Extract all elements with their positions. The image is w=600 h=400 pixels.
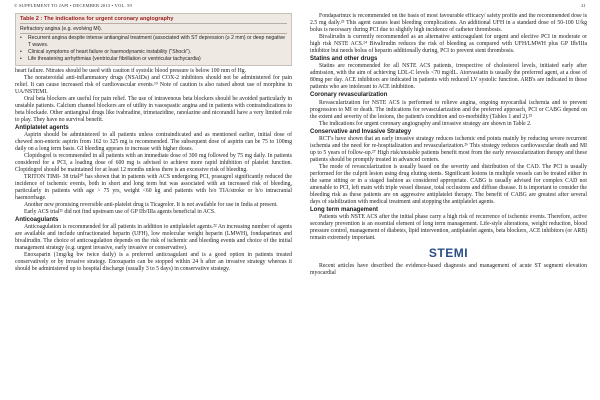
table-item [20, 49, 287, 55]
journal-citation: © SUPPLEMENT TO JAPI • DECEMBER 2013 • VOL. 59 [14, 3, 132, 8]
section-heading-antiplatelet: Antiplatelet agents [15, 124, 69, 131]
table-item-text: Life threatening arrhythmias (ventricular fibrillation or ventricular tachycardia) [28, 55, 201, 62]
page-number: 21 [581, 3, 586, 8]
body-paragraph: TRITON TIMI- 38 trial²⁰ has shown that in patients with ACS undergoing PCI, prasugrel significantly reduced the incidence of ischemic events, both in short and long term but was associated with an increased risk of bleeding, particularly in patients with age > 75 yrs, weight <60 kg and patients with h/o TIA/stroke or h/o intracranial haemorrhage. [15, 173, 292, 201]
running-header [14, 3, 586, 12]
body-paragraph: Fondaparinux is recommended on the basis of most favourable efficacy/ safety profile and the recommended dose is 2.5 mg daily.²³ This agent causes least bleeding complications. An additional UFH in a standard dose of 50-100 U/kg bolus is necessary during PCI due to slightly high incidence of catheter thrombosis. [310, 13, 587, 33]
body-paragraph: Another new promising reversible anti-platelet drug is Ticagrelor. It is not available for use in India at present. [24, 201, 278, 208]
body-paragraph: Revascularization for NSTE ACS is performed to relieve angina, ongoing myocardial ischemia and to prevent progression to MI or death. The indications for revascularization and the preferred approach, PCI or CABG depend on the extent and severity of the lesions, the patient's condition and co-morbidity (Tables 1 and 2).²⁵ [310, 99, 587, 120]
table-subtitle: Refractory angina (e.g. evolving MI). [20, 26, 287, 34]
bullet-icon: • [20, 48, 22, 55]
section-heading-statins: Statins and other drugs [310, 55, 378, 62]
body-paragraph: Statins are recommended for all NSTE ACS patients, irrespective of cholesterol levels, initiated early after admission, with the aim of achieving LDL-C levels <70 mg/dL. Atorvastatin is usually the preferred agent, at a dose of 80mg per day. ACE inhibitors are indicated in patients with reduced LV systolic function. ARB's are indicated in those patients who are intolerant to ACE inhibition. [310, 63, 587, 91]
table-caption: Table 2 : The indications for urgent coronary angiography [20, 16, 287, 24]
bullet-icon: • [20, 55, 22, 62]
section-heading-revascularization: Coronary revascularization [310, 92, 388, 99]
bullet-icon: • [20, 35, 22, 42]
indications-table [15, 13, 292, 66]
body-paragraph: heart failure. Nitrates should be used with caution if systolic blood pressure is below 100 mm of Hg. [15, 67, 247, 74]
table-item [20, 35, 287, 48]
body-paragraph: Patients with NSTE ACS after the initial phase carry a high risk of recurrence of ischemic events. Therefore, active secondary prevention is an essential element of long term management. Life-style alterations, weight reduction, blood pressure control, management of diabetes, lipid intervention, antiplatelet agents, beta blockers, ACE inhibitors (or ARB) remain extremely important. [310, 214, 587, 242]
table-item-text: Clinical symptoms of heart failure or haemodynamic instability ("Shock"). [28, 48, 192, 55]
body-paragraph: Oral beta blockers are useful for pain relief. The use of intravenous beta blockers should be avoided particularly in unstable patients. Calcium channel blockers are of utility in vasospastic angina and in patients with contraindications to beta blockade. Other antianginal drugs like ivabradine, trimetazidine, ranolazine and nicorandil have a very limited role to play. They have no survival benefit. [15, 95, 292, 123]
section-heading-long-term: Long term management [310, 206, 379, 213]
body-paragraph: The nonsteroidal anti-inflammatory drugs (NSAIDs) and COX-2 inhibitors should not be administered for pain relief. It can cause increased risk of cardiovascular events.¹⁹ Note of caution is also raised about use of morphine in UA/NSTEMI. [15, 74, 292, 95]
table-item-text: Recurrent angina despite intense antianginal treatment (associated with ST depression (≥ 2 mm) or deep negative T waves. [28, 35, 285, 48]
body-paragraph: Early ACS trial²¹ did not find upstream use of GP IIb/IIIa agents beneficial in ACS. [24, 208, 216, 215]
stemi-section-title: STEMI [428, 246, 469, 261]
body-paragraph: Anticoagulation is recommended for all patients in addition to antiplatelet agents.²² An increasing number of agents are available and include unfractionated heparin (UFH), low molecular weight heparin (LMWH), fondaparinux and bivalirudin. The choice of anticoagulation depends on the risk of ischemic and bleeding events and choice of the initial management strategy (e.g. urgent invasive, early invasive or conservative). [15, 224, 292, 251]
body-paragraph: The mode of revascularization is usually based on the severity and distribution of the CAD. The PCI is usually performed for the culprit lesion using drug eluting stents. Significant lesions in multiple vessels can be treated either in the same sitting or in a staged fashion as considered appropriate. CABG is usually advised for complex CAD not amenable to PCI, left main with triple vessel disease, total occlusions and diffuse disease. It is important to consider the bleeding risk as these patients are on aggressive antiplatelet therapy. The benefit of CABG are greatest after several days of stabilization with medical treatment and stopping the antiplatelet agents. [310, 163, 587, 205]
body-paragraph: Bivalirudin is currently recommended as an alternative anticoagulant for urgent and elective PCI in moderate or high risk NSTE ACS.²⁴ Bivalirudin reduces the risk of bleeding as compared with UFH/LMWH plus GP IIb/IIIa inhibitor but needs bolus of heparin additionally during, PCI to prevent stent thrombosis. [310, 33, 587, 54]
body-paragraph: RCT's have shown that an early invasive strategy reduces ischemic end points mainly by reducing severe recurrent ischemia and the need for re-hospitalization and revascularization.²⁶ This strategy reduces cardiovascular death and MI up to 5 years of follow-up.²⁷ High risk/unstable patients benefit most from the early revascularization therapy and these patients should be promptly treated in advanced centers. [310, 136, 587, 163]
body-paragraph: The indications for urgent coronary angiography and invasive strategy are shown in Table 2. [319, 120, 532, 127]
table-item [20, 56, 287, 62]
body-paragraph: Aspirin should be administered to all patients unless contraindicated and as mentioned earlier, initial dose of chewed non-enteric aspirin from 162 to 325 mg is recommended. The subsequent dose of aspirin can be 75 to 100mg daily on a long term basis. GI bleeding appears to increase with higher doses. [15, 132, 292, 152]
left-column [15, 13, 292, 398]
body-paragraph: Enoxaparin (1mg/kg bw twice daily) is a preferred anticoagulant and is a good option in patients treated conservatively or by invasive strategy. Enoxaparin can be stopped within 24 h after an invasive strategy whereas it should be administered up to hospital discharge (usually 3 to 5 days) in conservative strategy. [15, 251, 292, 272]
body-paragraph: Recent articles have described the evidence-based diagnosis and management of acute ST segment elevation myocardial [310, 263, 587, 277]
right-column [310, 13, 587, 398]
body-paragraph: Clopidogrel is recommended in all patients with an immediate dose of 300 mg followed by 75 mg daily. In patients considered for a PCI, a loading dose of 600 mg is advised to achieve more rapid inhibition of platelet function. Clopidogrel should be maintained for at least 12 months unless there is an excessive risk of bleeding. [15, 152, 292, 173]
section-heading-anticoagulants: Anticoagulants [15, 216, 59, 223]
section-heading-conservative-invasive: Conservative and Invasive Strategy [310, 128, 412, 135]
